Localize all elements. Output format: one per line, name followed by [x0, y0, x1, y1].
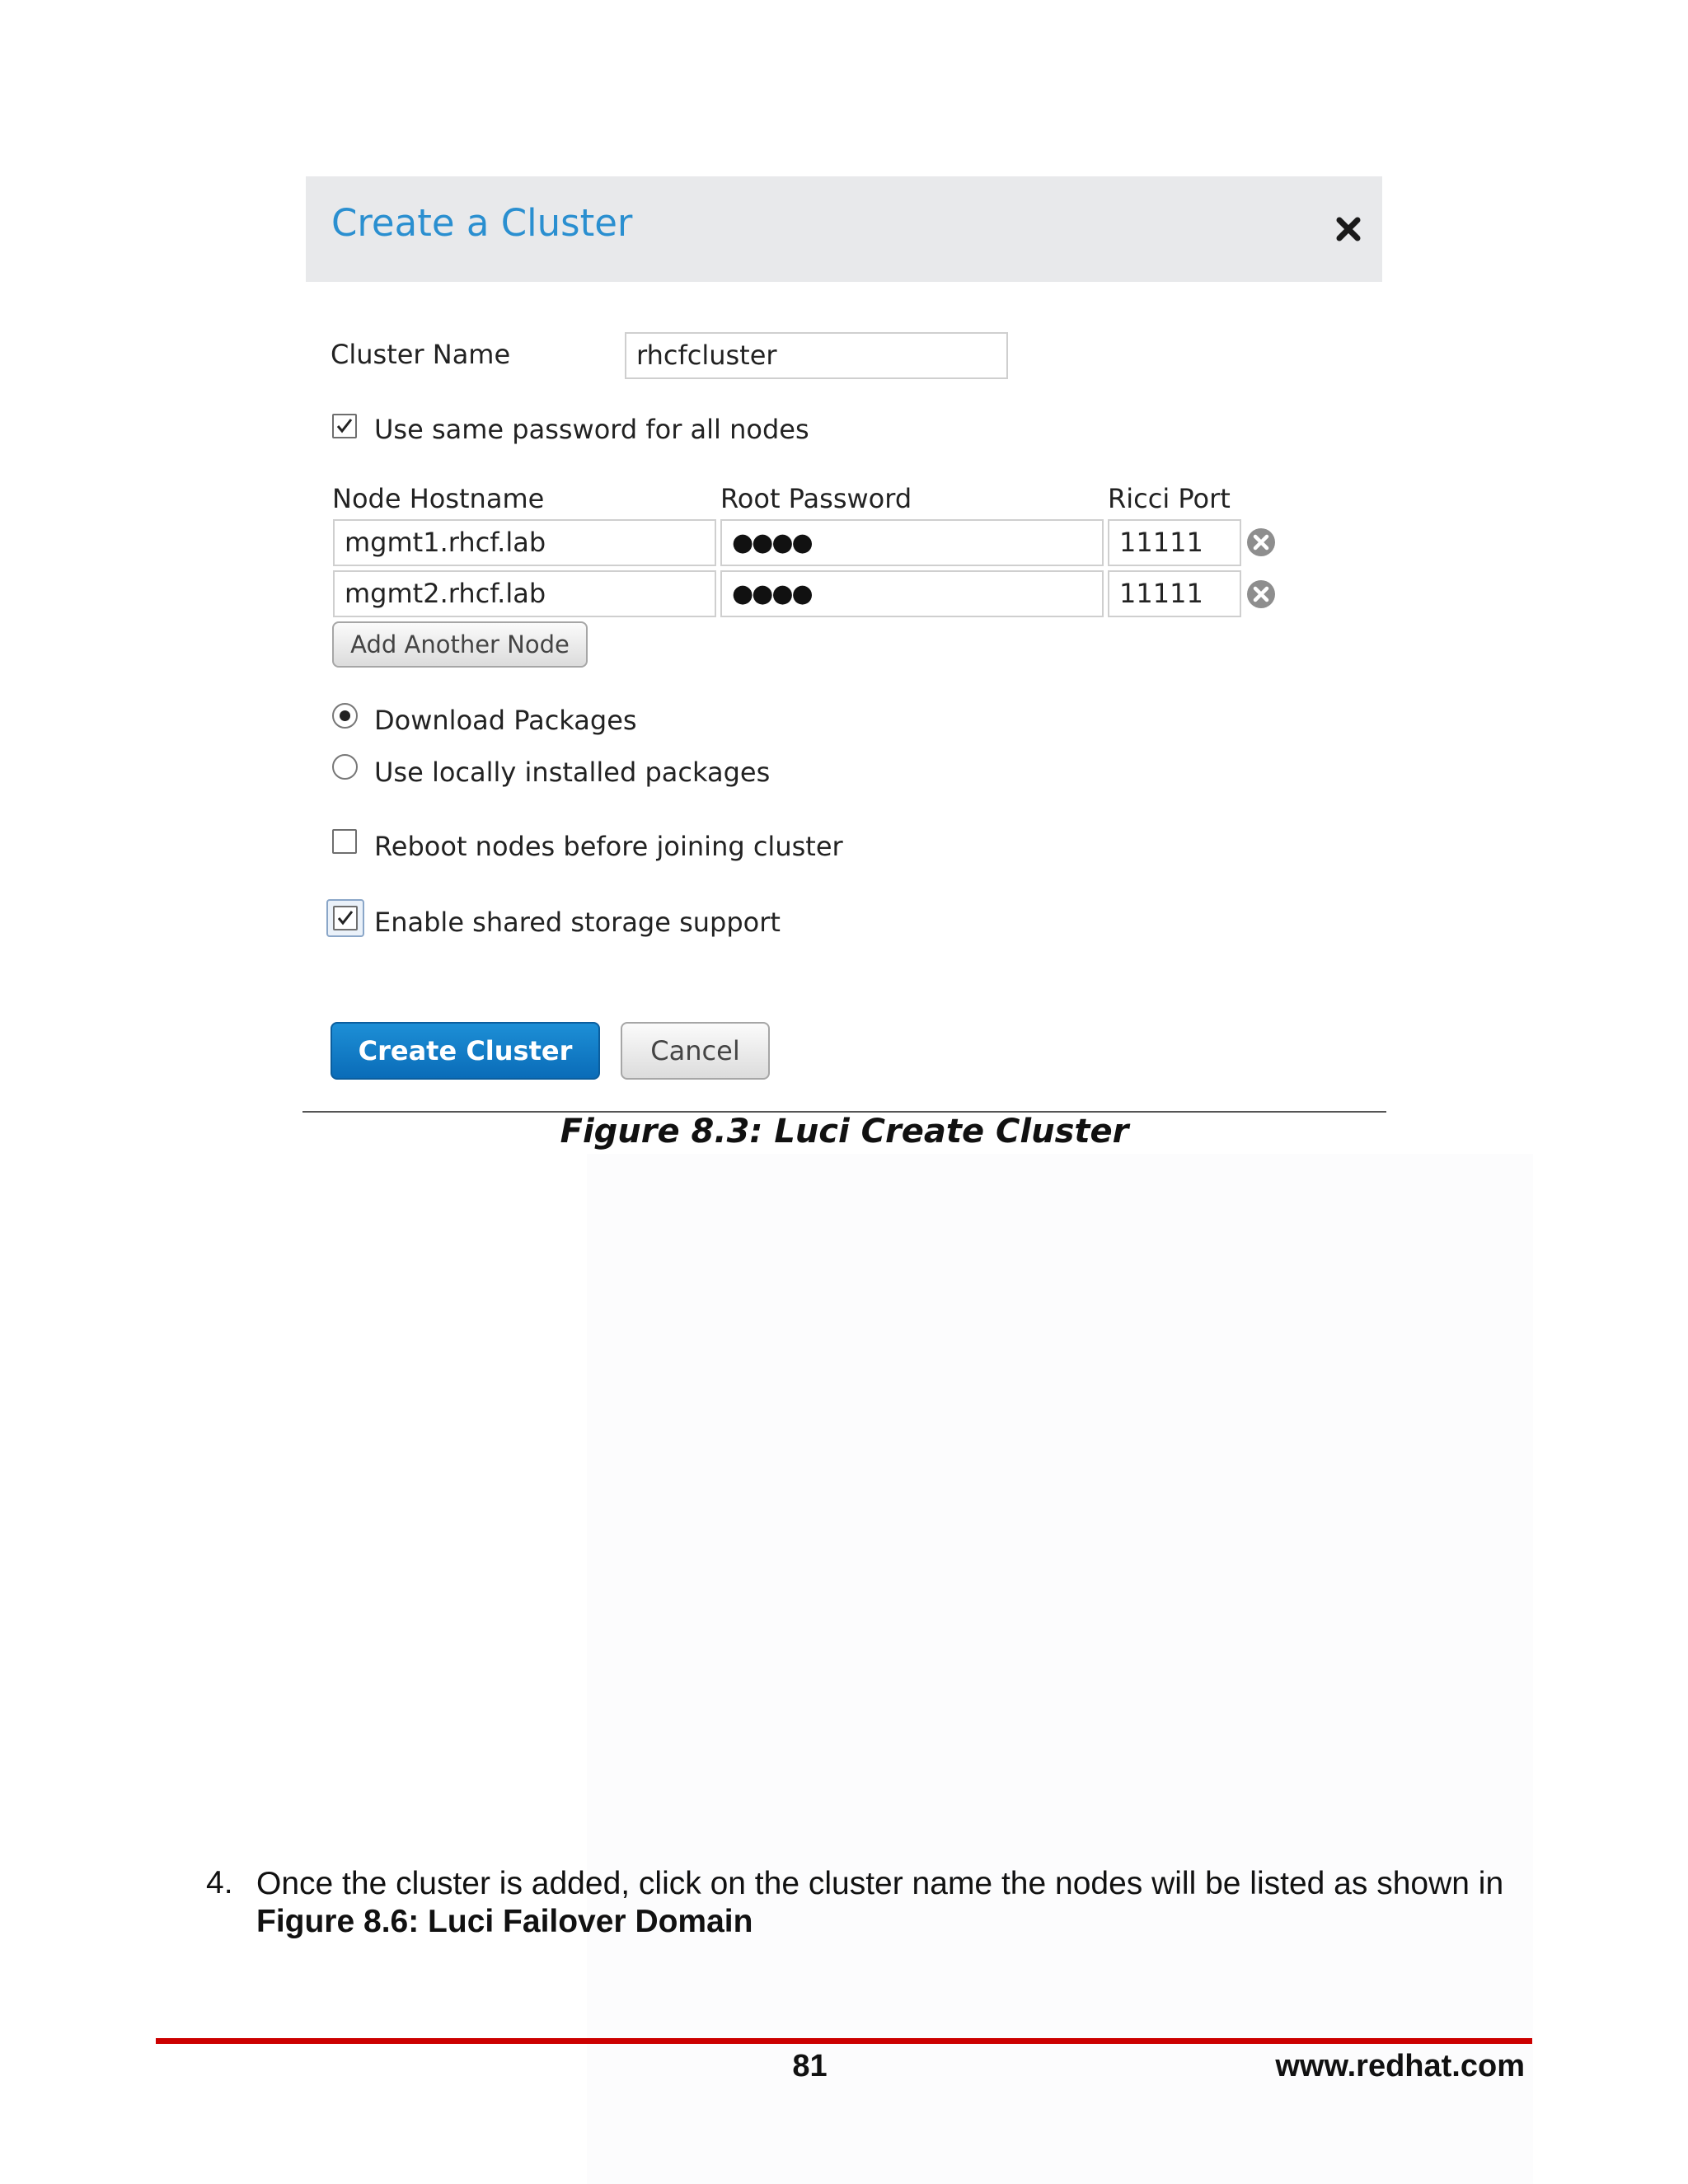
remove-node-icon[interactable] — [1245, 579, 1277, 610]
checkmark-icon — [335, 907, 356, 929]
shared-storage-checkbox[interactable] — [333, 906, 358, 930]
dialog-title: Create a Cluster — [331, 201, 633, 245]
node-port-input[interactable]: 11111 — [1108, 519, 1241, 566]
column-header-hostname: Node Hostname — [332, 483, 545, 514]
same-password-label: Use same password for all nodes — [374, 414, 809, 445]
local-packages-label: Use locally installed packages — [374, 757, 771, 788]
figure-caption: Figure 8.3: Luci Create Cluster — [560, 1113, 1129, 1151]
step-number: 4. — [206, 1865, 233, 1900]
reboot-nodes-checkbox[interactable] — [332, 829, 357, 854]
figure-reference: Figure 8.6: Luci Failover Domain — [256, 1904, 753, 1939]
node-hostname-input[interactable]: mgmt1.rhcf.lab — [333, 519, 716, 566]
cancel-button[interactable]: Cancel — [621, 1022, 770, 1080]
column-header-port: Ricci Port — [1108, 483, 1231, 514]
same-password-checkbox[interactable] — [332, 414, 357, 438]
download-packages-label: Download Packages — [374, 705, 637, 736]
footer-rule — [156, 2038, 1532, 2044]
footer-url: www.redhat.com — [1275, 2049, 1525, 2083]
node-port-input[interactable]: 11111 — [1108, 570, 1241, 617]
node-password-input[interactable]: ●●●● — [720, 570, 1104, 617]
column-header-password: Root Password — [720, 483, 912, 514]
create-cluster-button[interactable]: Create Cluster — [331, 1022, 600, 1080]
step-body: Once the cluster is added, click on the cluster name the nodes will be listed as shown in — [256, 1866, 1504, 1901]
local-packages-radio[interactable] — [332, 754, 358, 780]
cluster-name-label: Cluster Name — [331, 339, 511, 370]
cluster-name-input[interactable]: rhcfcluster — [625, 332, 1008, 379]
checkmark-icon — [334, 415, 355, 437]
page-background-strip — [587, 1154, 1533, 2184]
shared-storage-checkbox-focus[interactable] — [326, 899, 364, 937]
shared-storage-label: Enable shared storage support — [374, 907, 781, 938]
close-icon[interactable] — [1335, 216, 1362, 242]
step-text — [256, 1865, 1542, 1941]
node-hostname-input[interactable]: mgmt2.rhcf.lab — [333, 570, 716, 617]
page-number: 81 — [792, 2049, 828, 2083]
node-password-input[interactable]: ●●●● — [720, 519, 1104, 566]
download-packages-radio[interactable] — [332, 703, 358, 729]
add-another-node-button[interactable]: Add Another Node — [332, 621, 588, 668]
radio-selected-dot — [340, 710, 350, 721]
remove-node-icon[interactable] — [1245, 527, 1277, 558]
reboot-nodes-label: Reboot nodes before joining cluster — [374, 831, 843, 862]
